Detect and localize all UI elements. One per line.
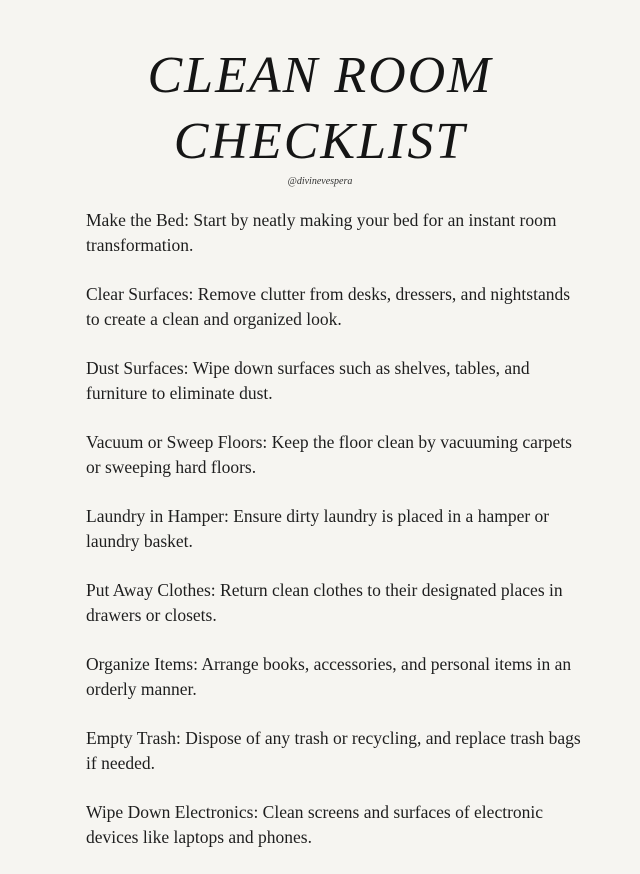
title-line-2: CHECKLIST [173, 113, 467, 170]
checklist-item-empty-trash: Empty Trash: Dispose of any trash or recycling, and replace trash bags if needed. [86, 728, 581, 773]
checklist-item-clear-surfaces: Clear Surfaces: Remove clutter from desks, dressers, and nightstands to create a clean and organized look. [86, 284, 571, 329]
checklist-item-wipe-electronics: Wipe Down Electronics: Clean screens and surfaces of electronic devices like laptops and phones. [86, 802, 544, 847]
checklist [86, 208, 586, 874]
checklist-item-vacuum-floors: Vacuum or Sweep Floors: Keep the floor clean by vacuuming carpets or sweeping hard floors. [86, 432, 572, 477]
checklist-item-put-away-clothes: Put Away Clothes: Return clean clothes to their designated places in drawers or closets. [86, 580, 563, 625]
checklist-item-make-bed: Make the Bed: Start by neatly making your bed for an instant room transformation. [86, 210, 557, 255]
checklist-item-laundry: Laundry in Hamper: Ensure dirty laundry is placed in a hamper or laundry basket. [86, 506, 550, 551]
checklist-item-dust-surfaces: Dust Surfaces: Wipe down surfaces such as shelves, tables, and furniture to eliminate dust. [86, 358, 530, 403]
title-line-1: CLEAN ROOM [147, 47, 493, 104]
author-handle: @divinevespera [287, 176, 353, 187]
checklist-item-organize-items: Organize Items: Arrange books, accessories, and personal items in an orderly manner. [86, 654, 572, 699]
